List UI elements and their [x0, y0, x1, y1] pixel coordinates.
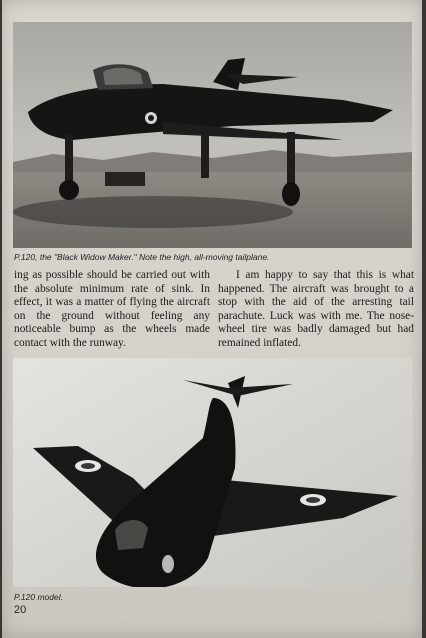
aircraft-model-illustration [13, 358, 412, 587]
bottom-photo-caption: P.120 model. [14, 592, 63, 602]
book-page [2, 0, 422, 638]
body-text-right-paragraph: I am happy to say that this is what happened. The aircraft was brought to a stop with the aid of the arresting tail parachute. Luck was with me. The nose-wheel tire was badly damaged but had remained inflated. [218, 269, 414, 349]
top-photo-caption: P.120, the "Black Widow Maker." Note the high, all-moving tailplane. [14, 252, 270, 262]
aircraft-ground-photo [13, 22, 412, 248]
aircraft-ground-illustration [13, 22, 412, 248]
aircraft-model-photo [13, 358, 412, 587]
page-number: 20 [14, 604, 27, 616]
body-text-left-column: ing as possible should be carried out with the absolute minimum rate of sink. In effect, it was a matter of flying the aircraft on the ground without feeling any noticeable bump as the wheels made contact with the runway. [14, 269, 210, 349]
body-text-right-column [218, 269, 414, 351]
